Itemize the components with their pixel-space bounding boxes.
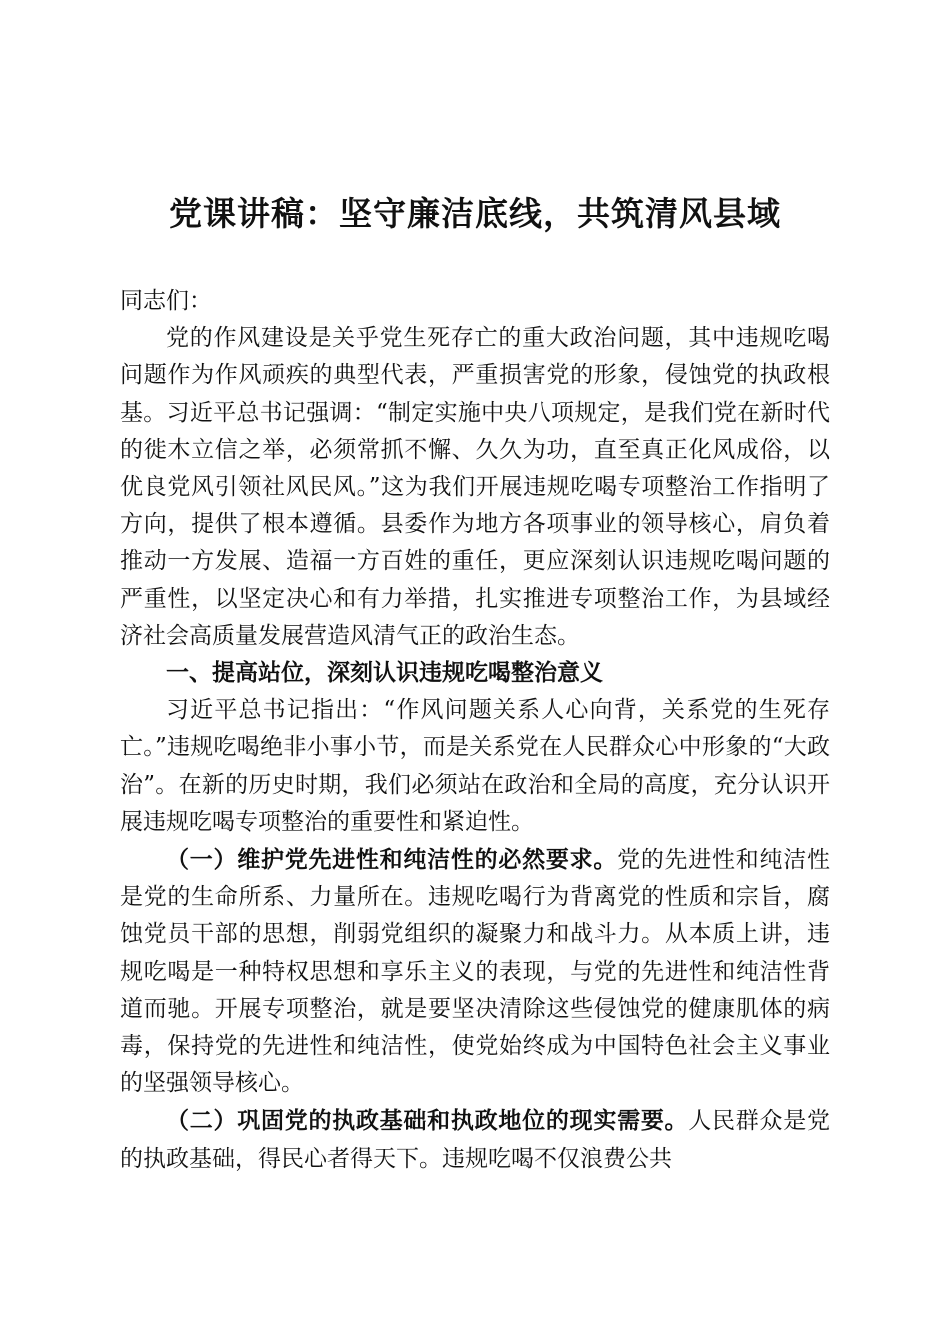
subsection-1-paragraph [120,841,830,1102]
subsection-1-lead: （一）维护党先进性和纯洁性的必然要求。 [166,846,618,874]
subsection-2-paragraph [120,1102,830,1177]
subsection-2-body: 人民群众是党的执政基础，得民心者得天下。违规吃喝不仅浪费公共 [120,1108,831,1172]
section-1-heading: 一、提高站位，深刻认识违规吃喝整治意义 [166,660,603,687]
subsection-2-lead: （二）巩固党的执政基础和执政地位的现实需要。 [166,1107,689,1135]
subsection-1-body: 党的先进性和纯洁性是党的生命所系、力量所在。违规吃喝行为背离党的性质和宗旨，腐蚀党员干部的思想，削弱党组织的凝聚力和战斗力。从本质上讲，违规吃喝是一种特权思想和享乐主义的表现，与党的先进性和纯洁性背道而驰。开展专项整治，就是要坚决清除这些侵蚀党的健康肌体的病毒，保持党的先进性和纯洁性，使党始终成为中国特色社会主义事业的坚强领导核心。 [120,847,831,1097]
document-title: 党课讲稿：坚守廉洁底线，共筑清风县域 [169,194,781,233]
intro-paragraph: 党的作风建设是关乎党生死存亡的重大政治问题，其中违规吃喝问题作为作风顽疾的典型代表，严重损害党的形象，侵蚀党的执政根基。习近平总书记强调：“制定实施中央八项规定，是我们党在新时代的徙木立信之举，必须常抓不懈、久久为功，直至真正化风成俗，以优良党风引领社风民风。”这为我们开展违规吃喝专项整治工作指明了方向，提供了根本遵循。县委作为地方各项事业的领导核心，肩负着推动一方发展、造福一方百姓的重任，更应深刻认识违规吃喝问题的严重性，以坚定决心和有力举措，扎实推进专项整治工作，为县域经济社会高质量发展营造风清气正的政治生态。 [120,325,830,649]
salutation: 同志们： [120,288,212,314]
section-1-paragraph: 习近平总书记指出：“作风问题关系人心向背，关系党的生死存亡。”违规吃喝绝非小事小节，而是关系党在人民群众心中形象的“大政治”。在新的历史时期，我们必须站在政治和全局的高度，充分认识开展违规吃喝专项整治的重要性和紧迫性。 [120,697,830,835]
document-body [120,283,830,1178]
